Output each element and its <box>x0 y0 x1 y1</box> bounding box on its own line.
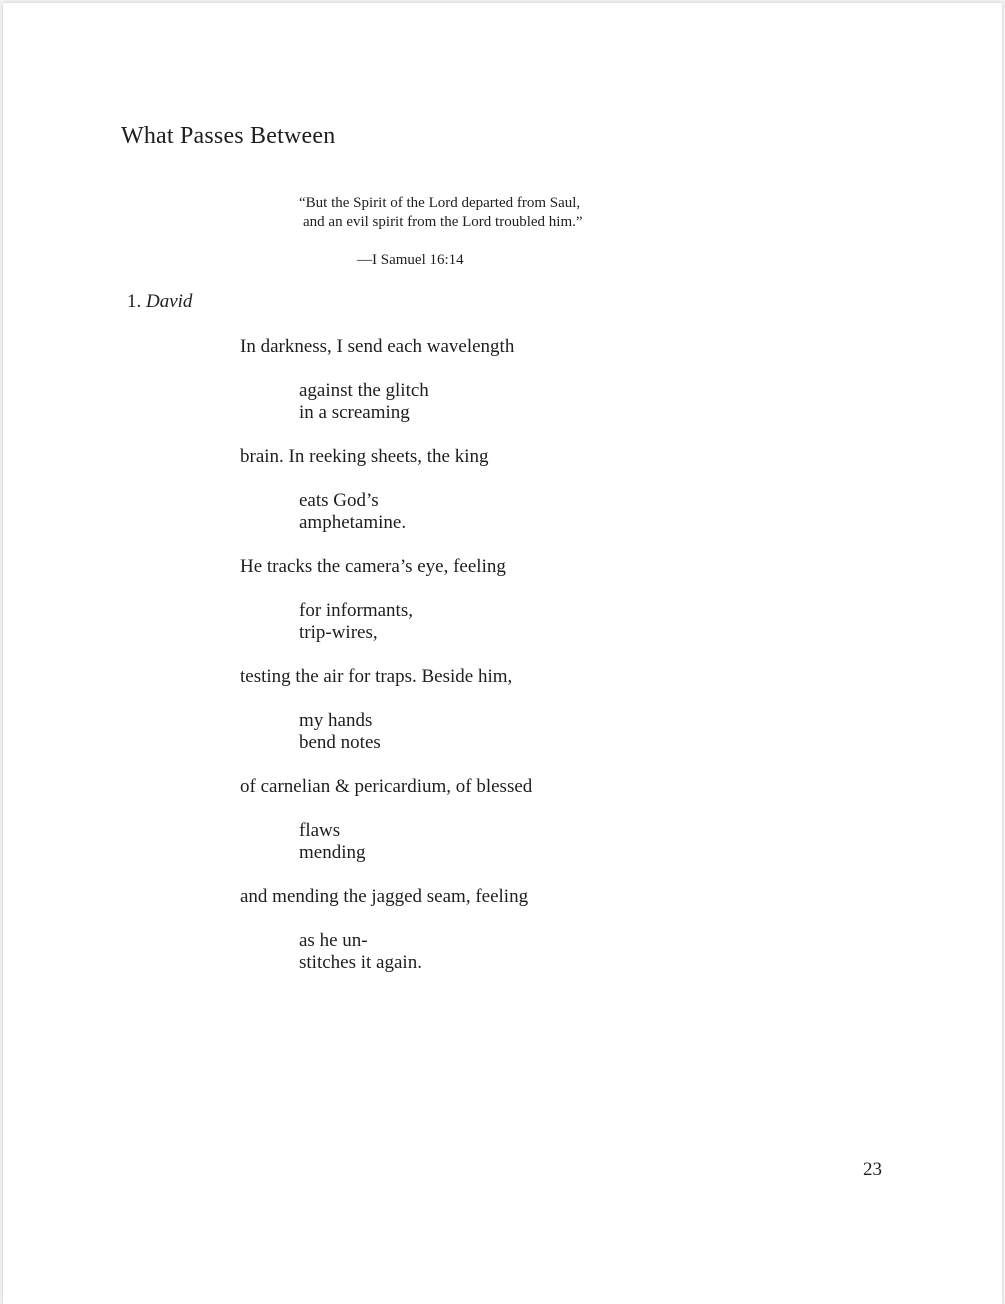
epigraph-attribution: —I Samuel 16:14 <box>357 252 464 268</box>
indented-couplet <box>240 710 532 754</box>
epigraph-line: “But the Spirit of the Lord departed from Saul, <box>299 195 581 211</box>
section-number: 1. <box>127 291 142 312</box>
epigraph-line: and an evil spirit from the Lord troubled him.” <box>303 214 583 230</box>
indented-couplet <box>240 490 532 534</box>
section-name: David <box>146 291 193 312</box>
poem-line: in a screaming <box>299 402 410 423</box>
poem-line: mending <box>299 842 366 863</box>
indented-couplet <box>240 820 532 864</box>
indented-couplet <box>240 930 532 974</box>
poem-line: brain. In reeking sheets, the king <box>240 446 489 467</box>
epigraph <box>299 194 583 268</box>
poem-line: testing the air for traps. Beside him, <box>240 666 513 687</box>
poem-line: of carnelian & pericardium, of blessed <box>240 776 533 797</box>
poem-line: bend notes <box>299 732 381 753</box>
poem-title: What Passes Between <box>121 123 336 149</box>
poem-line: and mending the jagged seam, feeling <box>240 886 529 907</box>
document-page <box>3 3 1002 1304</box>
indented-couplet <box>240 600 532 644</box>
indented-couplet <box>240 380 532 424</box>
poem-line: eats God’s <box>299 490 379 511</box>
section-heading <box>127 291 192 313</box>
page-number: 23 <box>863 1159 882 1180</box>
poem-line: trip-wires, <box>299 622 378 643</box>
poem-line: He tracks the camera’s eye, feeling <box>240 556 506 577</box>
poem-line: In darkness, I send each wavelength <box>240 336 515 357</box>
poem-line: stitches it again. <box>299 952 422 973</box>
poem-body <box>240 336 532 996</box>
poem-line: as he un- <box>299 930 368 951</box>
poem-line: against the glitch <box>299 380 429 401</box>
poem-line: my hands <box>299 710 373 731</box>
poem-line: for informants, <box>299 600 413 621</box>
poem-line: amphetamine. <box>299 512 407 533</box>
poem-line: flaws <box>299 820 341 841</box>
